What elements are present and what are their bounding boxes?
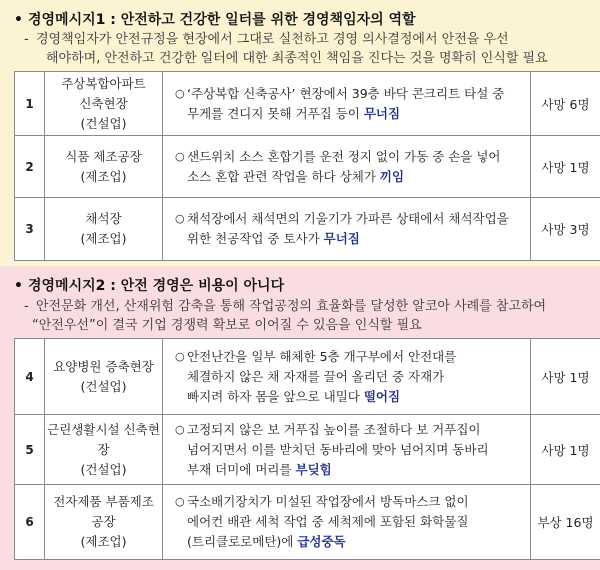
- industry-label: (제조업): [80, 168, 127, 184]
- bullet-icon: •: [14, 278, 23, 294]
- case-cell: [163, 198, 531, 261]
- site-cell: [45, 415, 163, 485]
- site-name: 주상복합아파트: [61, 75, 146, 91]
- case-cell: [163, 72, 531, 136]
- section-heading: • 경영메시지2 : 안전 경영은 비용이 아니다: [14, 278, 285, 294]
- case-description-line: [187, 367, 524, 387]
- accident-type-keyword: 끼임: [379, 168, 405, 184]
- site-cell: [45, 136, 163, 198]
- circle-bullet-icon: ○: [175, 422, 185, 436]
- site-name: 요양병원 증축현장: [53, 358, 154, 374]
- industry-label: (제조업): [80, 534, 127, 549]
- case-text: 샌드위치 소스 혼합기를 운전 정지 없이 가동 중 손을 넣어: [187, 148, 501, 164]
- case-text: 빠지려 하자 몸을 앞으로 내밀다: [187, 388, 364, 404]
- site-name: 식품 제조공장: [65, 148, 142, 164]
- circle-bullet-icon: ○: [175, 149, 185, 163]
- case-description-line: [187, 147, 524, 167]
- case-description-line: [187, 440, 524, 460]
- casualty-result: 사망 1명: [531, 136, 600, 198]
- description-line: 해야하며, 안전하고 건강한 일터에 대한 최종적인 책임을 진다는 것을 명확히 인식할 필요: [46, 51, 548, 66]
- case-text: 채석장에서 채석면의 기울기가 가파른 상태에서 채석작업을: [187, 211, 509, 226]
- case-cell: [163, 415, 531, 485]
- section-message-2: [0, 266, 600, 570]
- case-description-line: [187, 532, 524, 552]
- circle-bullet-icon: ○: [175, 212, 185, 225]
- case-description-line: [187, 460, 524, 480]
- industry-label: (건설업): [80, 115, 127, 131]
- bullet-icon: •: [14, 12, 23, 28]
- casualty-result: 사망 3명: [531, 198, 600, 261]
- case-description-line: [187, 387, 524, 407]
- site-name: 전자제품 부품제조: [53, 494, 154, 509]
- site-name: 공장: [91, 514, 116, 529]
- case-text: 무게를 견디지 못해 거푸집 등이: [187, 105, 364, 121]
- accident-type-keyword: 무너짐: [323, 231, 360, 246]
- casualty-result: 부상 16명: [531, 485, 600, 560]
- industry-label: (건설업): [80, 461, 127, 477]
- accident-type-keyword: 떨어짐: [363, 388, 401, 404]
- circle-bullet-icon: ○: [175, 86, 185, 100]
- case-cell: [163, 339, 531, 415]
- site-cell: [45, 72, 163, 136]
- accident-table: [14, 338, 600, 560]
- row-number: 2: [15, 136, 45, 198]
- case-text: 위한 천공작업 중 토사가: [187, 231, 324, 246]
- case-text: 고정되지 않은 보 거푸집 높이를 조절하다 보 거푸집이: [187, 421, 481, 437]
- circle-bullet-icon: ○: [175, 349, 185, 363]
- case-description-line: [187, 167, 524, 187]
- site-cell: [45, 485, 163, 560]
- description-line: 경영책임자가 안전규정을 현장에서 그대로 실천하고 경영 의사결정에서 안전을 우선: [36, 32, 509, 47]
- case-text: 안전난간을 일부 해체한 5층 개구부에서 안전대를: [187, 348, 457, 364]
- case-description-line: [187, 492, 524, 512]
- accident-type-keyword: 무너짐: [363, 105, 401, 121]
- case-description-line: [187, 84, 524, 104]
- case-cell: [163, 485, 531, 560]
- row-number: 6: [15, 485, 45, 560]
- case-text: 넘어지면서 이를 받치던 동바리에 맞아 넘어지며 동바리: [187, 441, 489, 457]
- section-description: [24, 30, 596, 68]
- case-text: (트리클로로메탄)에: [187, 534, 298, 549]
- case-description-line: [187, 209, 524, 229]
- accident-type-keyword: 부딪힘: [295, 461, 332, 477]
- table-row: [15, 415, 600, 485]
- industry-label: (건설업): [80, 378, 127, 394]
- description-line: “안전우선”이 결국 기업 경쟁력 확보로 이어질 수 있음을 인식할 필요: [32, 318, 422, 333]
- case-text: 에어컨 배관 세척 작업 중 세척제에 포함된 화학물질: [187, 514, 469, 529]
- case-description-line: [187, 104, 524, 124]
- row-number: 4: [15, 339, 45, 415]
- case-text: ‘주상복합 신축공사’ 현장에서 39층 바닥 콘크리트 타설 중: [187, 85, 505, 101]
- section-heading: • 경영메시지1 : 안전하고 건강한 일터를 위한 경영책임자의 역할: [14, 12, 416, 28]
- case-text: 부재 더미에 머리를: [187, 461, 296, 477]
- row-number: 5: [15, 415, 45, 485]
- site-name: 신축현장: [79, 95, 128, 111]
- site-cell: [45, 198, 163, 261]
- case-text: 체결하지 않은 채 자재를 끌어 올리던 중 자재가: [187, 368, 445, 384]
- casualty-result: 사망 6명: [531, 72, 600, 136]
- circle-bullet-icon: ○: [175, 495, 185, 508]
- case-description-line: [187, 229, 524, 249]
- case-text: 소스 혼합 관련 작업을 하다 상체가: [187, 168, 380, 184]
- industry-label: (제조업): [80, 231, 127, 246]
- case-text: 국소배기장치가 미설된 작업장에서 방독마스크 없이: [187, 494, 469, 509]
- site-cell: [45, 339, 163, 415]
- case-description-line: [187, 420, 524, 440]
- row-number: 3: [15, 198, 45, 261]
- site-name: 장: [97, 441, 110, 457]
- casualty-result: 사망 1명: [531, 415, 600, 485]
- accident-table: [14, 71, 600, 261]
- section-message-1: [0, 0, 600, 266]
- site-name: 근린생활시설 신축현: [47, 421, 160, 437]
- section-description: [24, 297, 596, 335]
- table-row: [15, 485, 600, 560]
- description-line: 안전문화 개선, 산재위험 감축을 통해 작업공정의 효율화를 달성한 알코아 사례를 참고하여: [36, 299, 547, 314]
- row-number: 1: [15, 72, 45, 136]
- dash-icon: -: [24, 299, 29, 314]
- table-row: [15, 72, 600, 136]
- site-name: 채석장: [85, 211, 122, 226]
- table-row: [15, 136, 600, 198]
- casualty-result: 사망 1명: [531, 339, 600, 415]
- accident-type-keyword: 급성중독: [297, 534, 346, 549]
- table-row: [15, 198, 600, 261]
- dash-icon: -: [24, 32, 29, 47]
- case-description-line: [187, 347, 524, 367]
- case-description-line: [187, 512, 524, 532]
- case-cell: [163, 136, 531, 198]
- table-row: [15, 339, 600, 415]
